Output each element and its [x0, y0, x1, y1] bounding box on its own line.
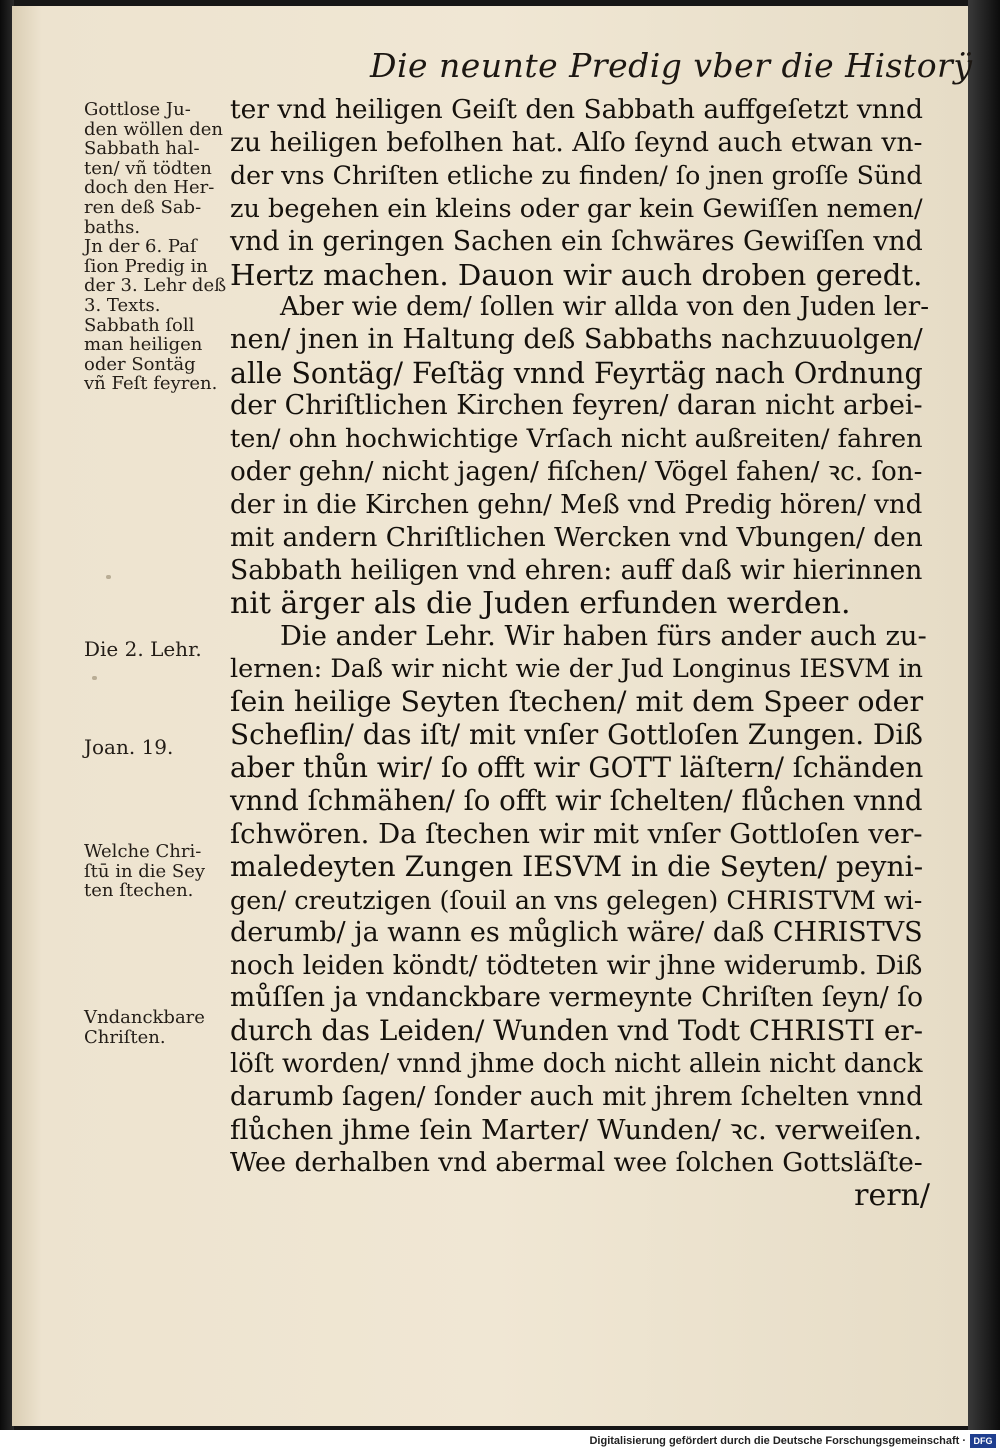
gloss-line: vñ Feſt feyren. [84, 373, 218, 395]
gloss-line: den wöllen den [84, 118, 223, 140]
text-line: nit ärger als die Juden erfunden werden. [230, 585, 851, 621]
marginal-gloss-3 [84, 735, 234, 759]
dfg-logo: DFG [970, 1434, 996, 1448]
section-heading-line: Die ander Lehr. Wir haben fürs ander auch zu- [280, 620, 927, 652]
text-line: flůchen jhme ſein Marter/ Wunden/ ꝛc. verweiſen. [230, 1114, 923, 1147]
text-line: ſchwören. Da ſtechen wir mit vnſer Gottloſen ver- [230, 817, 923, 850]
marginal-gloss-5 [84, 1008, 234, 1047]
marginal-gloss-4 [84, 842, 234, 901]
gloss-line: Joan. 19. [84, 735, 174, 759]
funding-credit: Digitalisierung gefördert durch die Deutsche Forschungsgemeinschaft · [589, 1435, 966, 1447]
text-line: lernen: Daß wir nicht wie der Jud Longinus IESVM in [230, 654, 924, 685]
gloss-line: baths. [84, 216, 141, 238]
text-line: darumb ſagen/ ſonder auch mit jhrem ſchelten vnnd [230, 1082, 923, 1113]
text-line: Sabbath heiligen vnd ehren: auff daß wir hierinnen [230, 554, 923, 586]
gloss-line: Vndanckbare [84, 1007, 205, 1028]
gloss-line: Chriſten. [84, 1026, 166, 1048]
main-text-block [230, 94, 930, 1213]
text-line: gen/ creutzigen (ſouil an vns gelegen) CHRISTVM wi- [230, 884, 923, 915]
catchword-line: rern/ [854, 1177, 930, 1213]
text-line: löſt worden/ vnnd jhme doch nicht allein nicht danck [230, 1049, 923, 1080]
text-line: Aber wie dem/ ſollen wir allda von den Juden ler- [280, 292, 929, 323]
gloss-line: 3. Texts. [84, 294, 161, 316]
text-line: nen/ jnen in Haltung deß Sabbaths nachzuuolgen/ [230, 324, 923, 356]
gloss-line: oder Sontäg [84, 353, 196, 375]
paper-fleck [106, 575, 111, 579]
text-line: Scheflin/ das iſt/ mit vnſer Gottloſen Zungen. Diß [230, 718, 923, 752]
text-line: aber thůn wir/ ſo offt wir GOTT läſtern/ ſchänden [230, 751, 924, 785]
marginal-gloss-1 [84, 100, 234, 394]
text-line: alle Sontäg/ Feſtäg vnnd Feyrtäg nach Ordnung [230, 356, 923, 391]
gloss-line: ren deß Sab- [84, 196, 202, 218]
gloss-line: ſtū in die Sey [84, 860, 206, 882]
gloss-line: Gottlose Ju- [84, 99, 191, 120]
right-scan-edge [968, 0, 1000, 1430]
text-line: Wee derhalben vnd abermal wee ſolchen Gottsläſte- [230, 1148, 923, 1178]
text-line: ſein heilige Seyten ſtechen/ mit dem Speer oder [230, 685, 924, 719]
text-line: vnd in geringen Sachen ein ſchwäres Gewiſſen vnd [230, 225, 923, 257]
gloss-line: Welche Chri- [84, 841, 202, 862]
text-line: der vns Chriſten etliche zu finden/ ſo jnen groſſe Sünd [230, 160, 923, 190]
gloss-line: Die 2. Lehr. [84, 637, 202, 661]
text-line: Hertz machen. Dauon wir auch droben geredt. [230, 257, 923, 292]
text-line: oder gehn/ nicht jagen/ fiſchen/ Vögel fahen/ ꝛc. ſon- [230, 456, 923, 487]
gloss-line: Sabbath ſoll [84, 314, 195, 336]
text-line: durch das Leiden/ Wunden vnd Todt CHRISTI er- [230, 1014, 924, 1048]
gloss-line: Sabbath hal- [84, 138, 200, 160]
text-line: derumb/ ja wann es můglich wäre/ daß CHRISTVS [230, 916, 923, 948]
text-line: maledeyten Zungen IESVM in die Seyten/ peyni- [230, 849, 924, 883]
gloss-line: ten ſtechen. [84, 880, 194, 902]
text-line: mit andern Chriſtlichen Wercken vnd Vbungen/ den [230, 521, 923, 553]
text-line: vnnd ſchmähen/ ſo offt wir ſchelten/ flůchen vnnd [230, 784, 923, 818]
text-line: der Chriſtlichen Kirchen feyren/ daran nicht arbei- [230, 390, 923, 422]
paper-fleck [92, 676, 97, 680]
marginal-gloss-2 [84, 637, 234, 661]
gloss-line: man heiligen [84, 334, 203, 356]
text-line: můſſen ja vndanckbare vermeynte Chriſten ſeyn/ ſo [230, 982, 924, 1014]
text-line: zu begehen ein kleins oder gar kein Gewiſſen nemen/ [230, 193, 923, 224]
gloss-line: doch den Her- [84, 177, 215, 199]
text-line: ten/ ohn hochwichtige Vrſach nicht außreiten/ fahren [230, 424, 923, 455]
running-head: Die neunte Predig vber die Historÿ [370, 46, 973, 85]
gloss-line: Jn der 6. Paſ [84, 236, 197, 258]
text-line: ter vnd heiligen Geiſt den Sabbath auffgeſetzt vnnd [230, 94, 923, 125]
text-line: noch leiden köndt/ tödteten wir jhne widerumb. Diß [230, 950, 923, 981]
text-line: der in die Kirchen gehn/ Meß vnd Predig hören/ vnd [230, 489, 923, 520]
gloss-line: ten/ vñ tödten [84, 157, 212, 179]
text-line: zu heiligen befolhen hat. Alſo ſeynd auch etwan vn- [230, 126, 923, 158]
gloss-line: ſion Predig in [84, 255, 208, 277]
gloss-line: der 3. Lehr deß [84, 275, 227, 297]
